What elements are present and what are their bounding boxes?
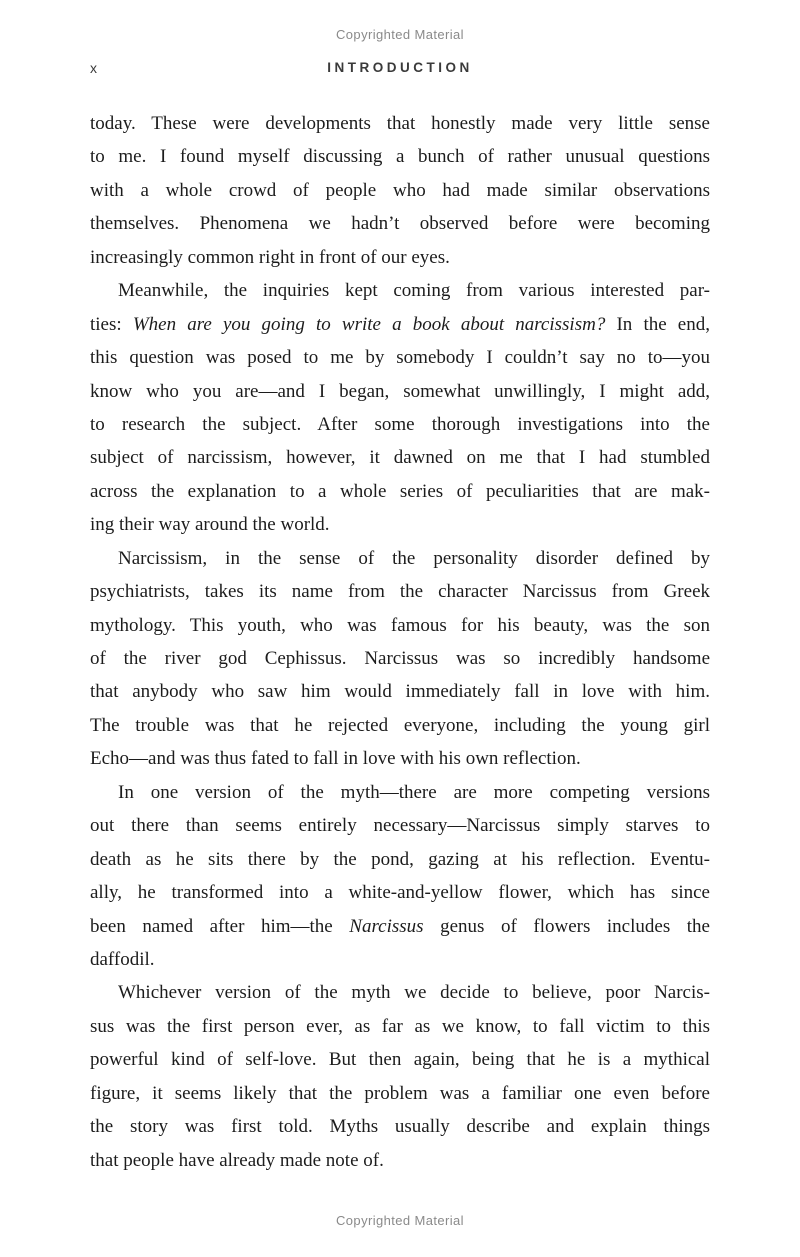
text-segment: this question was posed to me by somebody I couldn’t say no to—you: [90, 347, 710, 369]
text-line: [90, 308, 710, 341]
text-segment: with a whole crowd of people who had made similar observations: [90, 179, 710, 201]
text-segment: mythology. This youth, who was famous for his beauty, was the son: [90, 614, 710, 636]
text-line: [90, 341, 710, 374]
paragraph: [90, 107, 710, 274]
text-segment: ally, he transformed into a white-and-yellow flower, which has since: [90, 882, 710, 904]
paragraph: [90, 776, 710, 977]
text-segment: out there than seems entirely necessary—Narcissus simply starves to: [90, 815, 710, 837]
text-line: [90, 843, 710, 876]
text-segment: to me. I found myself discussing a bunch of rather unusual questions: [90, 146, 710, 168]
text-line: [90, 174, 710, 207]
copyright-notice-bottom: Copyrighted Material: [336, 1213, 464, 1228]
text-segment: been named after him—the: [90, 915, 350, 937]
section-title: INTRODUCTION: [327, 60, 473, 75]
text-segment: across the explanation to a whole series of peculiarities that are mak-: [90, 480, 710, 502]
text-line: [90, 675, 710, 708]
text-line: [90, 809, 710, 842]
text-segment: figure, it seems likely that the problem was a familiar one even before: [90, 1082, 710, 1104]
text-segment: sus was the first person ever, as far as we know, to fall victim to this: [90, 1015, 710, 1037]
paragraph: [90, 542, 710, 776]
copyright-notice-top: Copyrighted Material: [336, 27, 464, 42]
running-header: [0, 60, 800, 78]
text-line: [90, 976, 710, 1009]
text-segment: that anybody who saw him would immediately fall in love with him.: [90, 681, 710, 703]
text-line: [90, 241, 710, 274]
text-segment: Whichever version of the myth we decide to believe, poor Narcis-: [118, 982, 710, 1004]
text-segment: that people have already made note of.: [90, 1149, 384, 1171]
text-segment: powerful kind of self-love. But then again, being that he is a mythical: [90, 1049, 710, 1071]
text-segment: genus of flowers includes the: [423, 915, 710, 937]
text-line: [90, 140, 710, 173]
text-segment: of the river god Cephissus. Narcissus was so incredibly handsome: [90, 648, 710, 669]
text-segment: know who you are—and I began, somewhat unwillingly, I might add,: [90, 380, 710, 402]
italic-text: Narcissus: [349, 915, 424, 937]
text-line: [90, 375, 710, 408]
text-line: [90, 876, 710, 909]
text-line: [90, 1043, 710, 1076]
text-line: [90, 1110, 710, 1143]
text-segment: Meanwhile, the inquiries kept coming from various interested par-: [118, 280, 710, 302]
page-number: x: [90, 60, 97, 76]
paragraph: [90, 976, 710, 1177]
text-line: [90, 508, 710, 541]
text-line: [90, 207, 710, 240]
text-line: [90, 408, 710, 441]
text-segment: ing their way around the world.: [90, 514, 330, 536]
text-line: [90, 910, 710, 943]
text-segment: The trouble was that he rejected everyone, including the young girl: [90, 714, 710, 736]
text-line: [90, 742, 710, 775]
body-text: [90, 107, 710, 1177]
text-segment: death as he sits there by the pond, gazing at his reflection. Eventu-: [90, 848, 710, 870]
text-segment: ties:: [90, 313, 133, 335]
text-line: [90, 1144, 710, 1177]
text-segment: Echo—and was thus fated to fall in love with his own reflection.: [90, 748, 581, 770]
text-segment: the story was first told. Myths usually describe and explain things: [90, 1116, 710, 1138]
text-segment: themselves. Phenomena we hadn’t observed before were becoming: [90, 213, 710, 235]
text-line: [90, 274, 710, 307]
text-line: [90, 1077, 710, 1110]
text-line: [90, 709, 710, 742]
text-segment: In the end,: [605, 313, 710, 335]
italic-text: When are you going to write a book about narcissism?: [132, 313, 606, 335]
text-segment: daffodil.: [90, 948, 155, 970]
text-segment: today. These were developments that honestly made very little sense: [90, 113, 710, 134]
text-segment: to research the subject. After some thorough investigations into the: [90, 413, 710, 435]
text-line: [90, 441, 710, 474]
paragraph: [90, 274, 710, 542]
text-segment: Narcissism, in the sense of the personality disorder defined by: [118, 547, 710, 569]
text-line: [90, 943, 710, 976]
text-segment: increasingly common right in front of our eyes.: [90, 246, 450, 268]
text-segment: In one version of the myth—there are more competing versions: [118, 781, 710, 803]
text-line: [90, 475, 710, 508]
text-line: [90, 1010, 710, 1043]
text-segment: psychiatrists, takes its name from the character Narcissus from Greek: [90, 581, 710, 603]
text-line: [90, 642, 710, 675]
text-line: [90, 776, 710, 809]
text-segment: subject of narcissism, however, it dawned on me that I had stumbled: [90, 447, 710, 469]
text-line: [90, 609, 710, 642]
text-line: [90, 542, 710, 575]
text-line: [90, 107, 710, 140]
text-line: [90, 575, 710, 608]
